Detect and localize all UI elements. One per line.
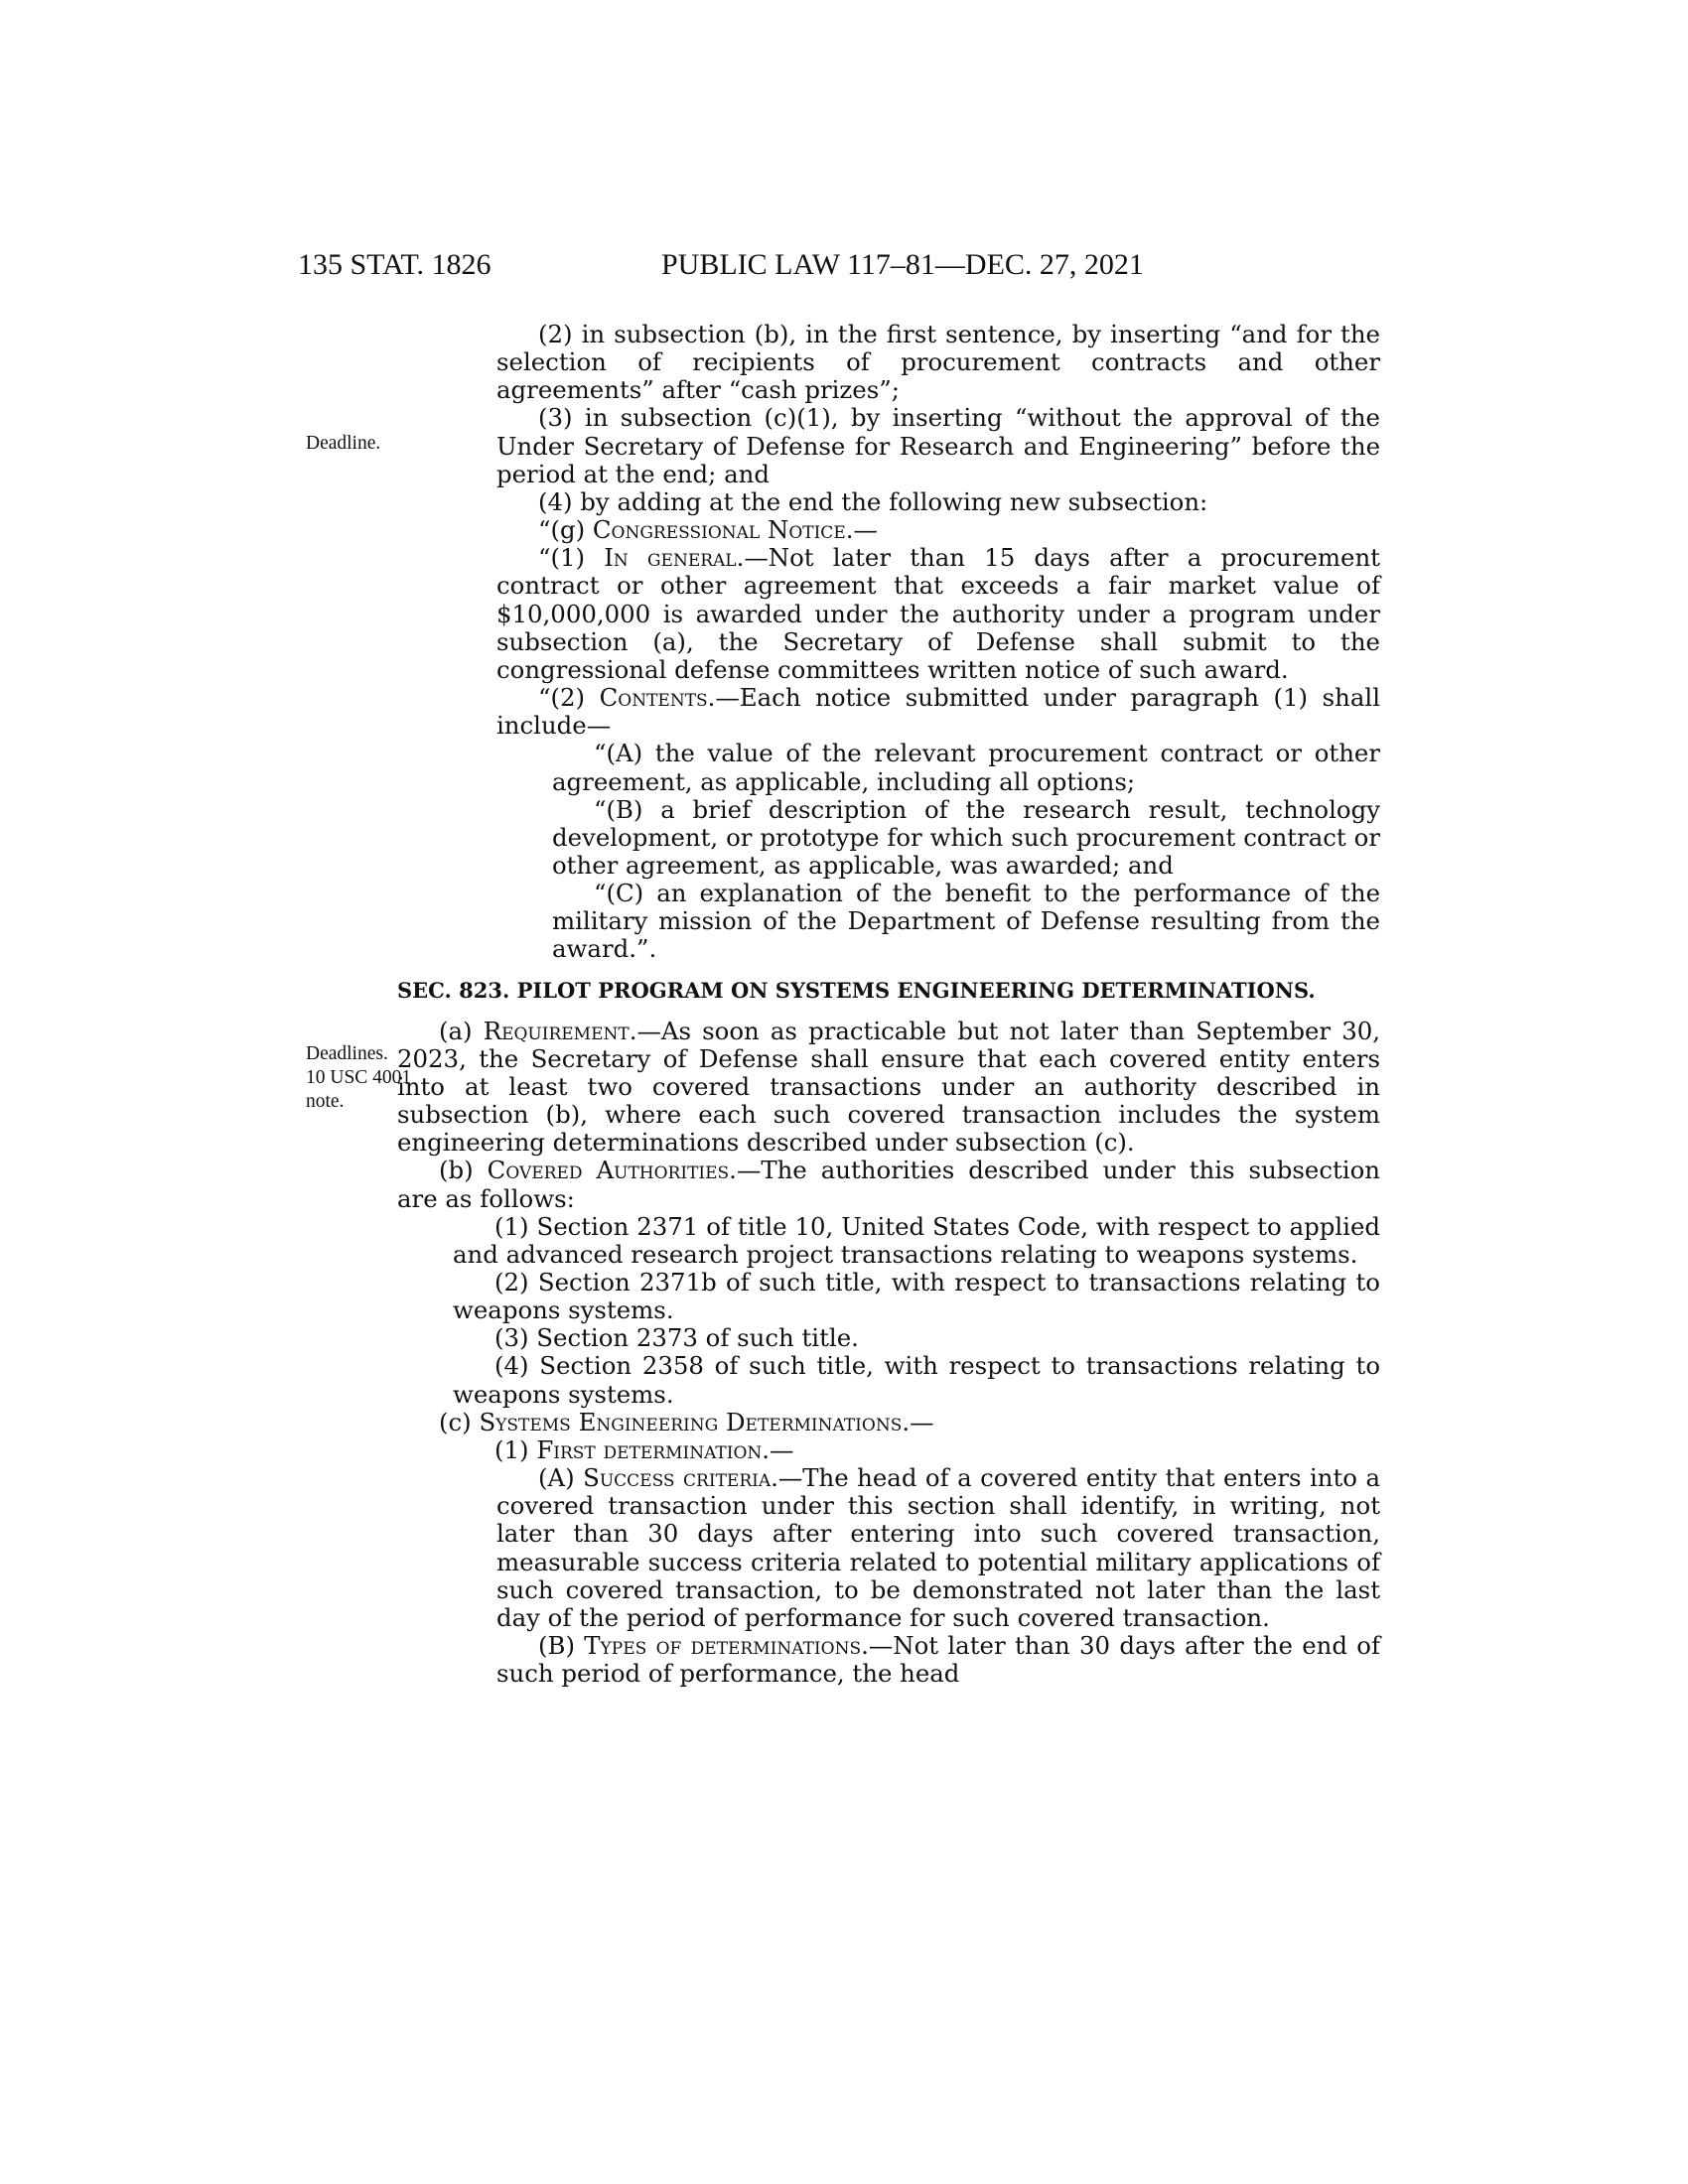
paragraph: (3) in subsection (c)(1), by inserting “without the approval of the Under Secretary of Defense for Research and Engineering” before the period at the end; and xyxy=(496,403,1380,488)
paragraph xyxy=(397,1409,1380,1436)
paragraph xyxy=(496,684,1380,740)
paragraph xyxy=(496,544,1380,684)
paragraph: (2) Section 2371b of such title, with respect to transactions relating to weapons systems. xyxy=(453,1268,1380,1325)
subsection-heading: Congressional Notice. xyxy=(592,515,854,545)
subparagraph: “(C) an explanation of the benefit to the performance of the military mission of the Department of Defense resulting from the award.”. xyxy=(552,879,1380,964)
paragraph: (3) Section 2373 of such title. xyxy=(494,1323,859,1353)
text-run: —Not later than 15 days after a procurement contract or other agreement that exceeds a fair market value of $10,000,000 is awarded under the authority under a program under subsection (a), the Secretary of Defense shall submit to the congressional defense committees written notice of such award. xyxy=(496,543,1380,684)
paragraph-heading: In general. xyxy=(604,543,745,573)
text-run: —The head of a covered entity that enters into a covered transaction under this section shall identify, in writing, not later than 30 days after entering into such covered transaction, measurable success criteria related to potential military applications of such covered transaction, to be demonstrated not later than the last day of the period of performance for such covered transaction. xyxy=(496,1463,1380,1632)
subparagraph: “(A) the value of the relevant procurement contract or other agreement, as applicable, including all options; xyxy=(552,739,1380,796)
subparagraph xyxy=(496,1464,1380,1632)
page-header xyxy=(298,248,1380,288)
subsection-heading: Requirement. xyxy=(483,1016,637,1045)
paragraph: (4) Section 2358 of such title, with respect to transactions relating to weapons systems. xyxy=(453,1351,1380,1409)
text-run: — xyxy=(770,1434,794,1464)
enumerator: “(1) xyxy=(538,543,605,573)
paragraph: (2) in subsection (b), in the first sentence, by inserting “and for the selection of recipients of procurement contracts and other agreements” after “cash prizes”; xyxy=(496,320,1380,405)
enumerator: (A) xyxy=(538,1463,584,1493)
enumerator: “(2) xyxy=(538,683,600,713)
subparagraph-heading: Success criteria. xyxy=(583,1463,778,1493)
text-run: — xyxy=(910,1407,934,1436)
text-run: —The authorities described under this subsection are as follows: xyxy=(397,1156,1381,1213)
paragraph: (1) Section 2371 of title 10, United States Code, with respect to applied and advanced research project transactions relating to weapons systems. xyxy=(453,1211,1380,1269)
paragraph xyxy=(397,1157,1380,1212)
enumerator: (a) xyxy=(439,1016,484,1045)
subparagraph: “(B) a brief description of the research result, technology development, or prototype for which such procurement contract or other agreement, as applicable, was awarded; and xyxy=(552,794,1380,880)
paragraph: (4) by adding at the end the following new subsection: xyxy=(538,486,1208,516)
enumerator: (1) xyxy=(494,1434,537,1464)
enumerator: (B) xyxy=(538,1631,585,1661)
text-run: —Not later than 30 days after the end of such period of performance, the head xyxy=(496,1631,1380,1689)
public-law-title: PUBLIC LAW 117–81—DEC. 27, 2021 xyxy=(661,248,1144,281)
margin-note-line: Deadlines. xyxy=(306,1043,388,1064)
margin-note-text: Deadline. xyxy=(306,433,381,454)
subparagraph xyxy=(496,1632,1380,1688)
text-run: — xyxy=(853,515,878,545)
margin-note-deadlines xyxy=(306,1042,411,1114)
paragraph xyxy=(397,1018,1380,1158)
enumerator: (b) xyxy=(439,1156,488,1185)
subparagraph-heading: Types of determinations. xyxy=(584,1631,869,1661)
statute-page-number: 135 STAT. 1826 xyxy=(298,248,492,281)
enumerator: (c) xyxy=(439,1407,480,1436)
text-run: —As soon as practicable but not later than September 30, 2023, the Secretary of Defense shall ensure that each covered entity enters into at least two covered transactions under an authority described in subsection (b), where each such covered transaction includes the system engineering determinations described under subsection (c). xyxy=(397,1016,1380,1158)
paragraph-heading: Contents. xyxy=(599,683,716,713)
margin-note-deadline xyxy=(306,432,380,456)
subsection-heading: Covered Authorities. xyxy=(487,1156,737,1185)
paragraph-heading: First determination. xyxy=(536,1434,771,1464)
enumerator: “(g) xyxy=(538,515,593,545)
section-title: SEC. 823. PILOT PROGRAM ON SYSTEMS ENGINEERING DETERMINATIONS. xyxy=(397,977,1316,1003)
paragraph xyxy=(397,1436,1380,1464)
margin-note-line: note. xyxy=(306,1091,345,1112)
document-body xyxy=(397,320,1381,1689)
subsection-heading-paragraph xyxy=(496,516,1380,544)
text-run: —Each notice submitted under paragraph (1) shall include— xyxy=(496,683,1380,741)
margin-note-line: 10 USC 4001 xyxy=(306,1067,412,1088)
subsection-heading: Systems Engineering Determinations. xyxy=(479,1407,911,1436)
